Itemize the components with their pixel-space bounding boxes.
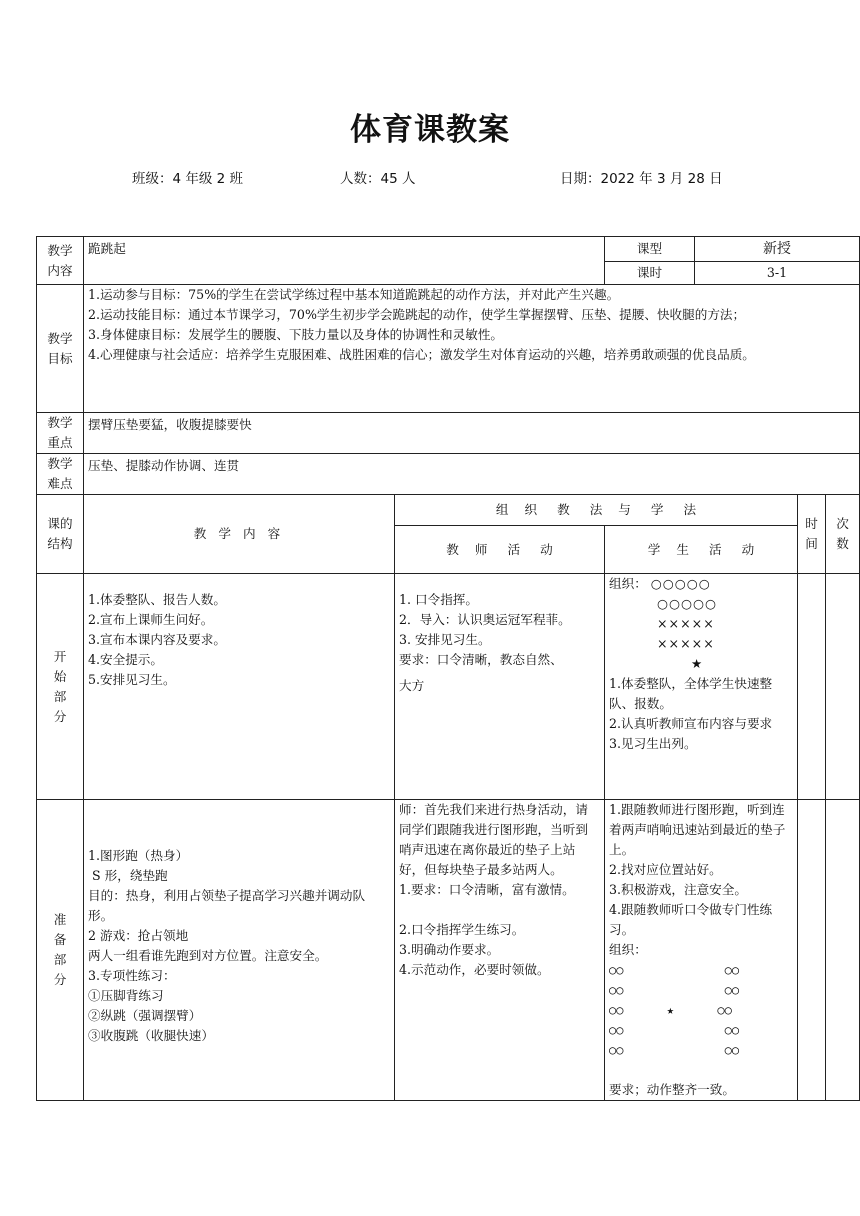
content-item: 5.安排见习生。 [88,672,176,687]
section-start-times [826,574,860,800]
content-item: ①压脚背练习 [88,988,164,1003]
org-row: ××××× [657,636,715,651]
teacher-item: 要求：口令清晰，教态自然、 [399,652,563,667]
teacher-item: 1.要求：口令清晰，富有激情。 [399,882,575,897]
section-prep-name-text: 准 备 部 分 [53,912,67,987]
teacher-item: 3. 安排见习生。 [399,632,491,647]
header-teacher-activity: 教 师 活 动 [395,526,605,574]
label-content-text: 教学 内容 [47,242,73,278]
section-start-teacher [395,574,605,800]
lesson-topic: 跪跳起 [84,237,605,285]
teacher-item: 1. 口令指挥。 [399,592,478,607]
student-item: 1.跟随教师进行图形跑，听到连着两声哨响迅速站到最近的垫子上。 [609,802,786,857]
student-item: 1.体委整队，全体学生快速整队、报数。 [609,676,773,711]
label-goals [37,285,84,413]
label-content [37,237,84,285]
student-item: 3.积极游戏，注意安全。 [609,882,747,897]
label-difficulty [37,454,84,495]
student-count: 人数：45 人 [340,171,416,187]
label-difficulty-text: 教学 难点 [47,456,73,491]
section-start-time [798,574,826,800]
student-requirement: 要求；动作整齐一致。 [609,1082,735,1097]
lesson-date: 日期：2022 年 3 月 28 日 [560,171,723,187]
teacher-item: 2.口令指挥学生练习。 [399,922,525,937]
content-item: 1.体委整队、报告人数。 [88,592,226,607]
section-prep-teacher [395,800,605,1101]
class-info: 班级：4 年级 2 班 [132,171,244,187]
content-item: S 形，绕垫跑 [88,868,168,883]
section-start-name-text: 开 始 部 分 [53,648,67,724]
content-item: 2.宣布上课师生问好。 [88,612,214,627]
header-times [826,495,860,574]
goal-item: 2.运动技能目标：通过本节课学习，70%学生初步学会跪跳起的动作，使学生掌握摆臂、压垫、提腰、快收腿的方法； [88,307,746,322]
org-row: ××××× [657,616,715,631]
section-start-content [84,574,395,800]
label-goals-text: 教学 目标 [47,330,73,366]
header-time-text: 时 间 [805,516,818,551]
section-prep-content [84,800,395,1101]
teacher-item [399,900,600,920]
section-prep-time [798,800,826,1101]
content-item: 2 游戏：抢占领地 [88,928,189,943]
lesson-period-value: 3-1 [695,262,860,285]
lesson-type-label: 课型 [605,237,695,262]
label-structure-text: 课的 结构 [47,516,73,551]
student-item: 4.跟随教师听口令做专门性练习。 [609,902,773,937]
goal-item: 1.运动参与目标：75%的学生在尝试学练过程中基本知道跪跳起的动作方法，并对此产生兴趣。 [88,287,620,302]
header-time [798,495,826,574]
page-title: 体育课教案 [350,112,510,148]
goal-item: 4.心理健康与社会适应：培养学生克服困难、战胜困难的信心；激发学生对体育运动的兴趣，培养勇敢顽强的优良品质。 [88,347,755,362]
content-item: ③收腹跳（收腿快速） [88,1028,214,1043]
student-item: 3.见习生出列。 [609,736,697,751]
content-item: 4.安全提示。 [88,652,163,667]
difficulty: 压垫、提膝动作协调、连贯 [84,454,860,495]
student-item: 2.找对应位置站好。 [609,862,722,877]
section-prep-student [605,800,798,1101]
label-structure [37,495,84,574]
lesson-period-label: 课时 [605,262,695,285]
org-row: ○○○○○ [657,596,717,611]
section-prep-name [37,800,84,1101]
org-grid-row: ○○ ○○ [609,963,740,977]
header-organize: 组 织 教 法 与 学 法 [395,495,798,526]
header-teach-content: 教 学 内 容 [84,495,395,574]
section-start-name [37,574,84,800]
content-item: 1.图形跑（热身） [88,848,189,863]
teacher-item: 2．导入：认识奥运冠军程菲。 [399,612,571,627]
section-prep-times [826,800,860,1101]
content-item: 目的：热身，利用占领垫子提高学习兴趣并调动队形。 [88,888,366,923]
org-row: ○○○○○ [650,576,711,591]
content-item: ②纵跳（强调摆臂） [88,1008,202,1023]
label-key [37,413,84,454]
lesson-plan-table [36,236,860,1101]
content-item: 两人一组看谁先跑到对方位置。注意安全。 [88,948,328,963]
org-grid-row: ○○ ○○ [609,983,740,997]
header-times-text: 次 数 [836,516,849,551]
content-item: 3.专项性练习： [88,968,176,983]
label-key-text: 教学 重点 [47,415,73,450]
org-title: 组织： [609,576,647,591]
teacher-item: 3.明确动作要求。 [399,942,500,957]
teacher-star-icon: ★ [691,656,703,671]
org-grid-row: ○○ ★ ○○ [609,1003,732,1017]
teacher-item: 大方 [399,678,425,693]
lesson-type-value: 新授 [695,237,860,262]
section-start-student [605,574,798,800]
goal-item: 3.身体健康目标：发展学生的腰腹、下肢力量以及身体的协调性和灵敏性。 [88,327,504,342]
teacher-item: 4.示范动作，必要时领做。 [399,962,550,977]
org-grid-row: ○○ ○○ [609,1043,740,1057]
key-point: 摆臂压垫要猛，收腹提膝要快 [84,413,860,454]
teacher-item: 师：首先我们来进行热身活动，请同学们跟随我进行图形跑，当听到哨声迅速在离你最近的垫子上站好，但每块垫子最多站两人。 [399,802,588,877]
student-item: 组织： [609,942,647,957]
org-grid-row: ○○ ○○ [609,1023,740,1037]
content-item: 3.宣布本课内容及要求。 [88,632,226,647]
header-student-activity: 学 生 活 动 [605,526,798,574]
goals-list [84,285,860,413]
student-item: 2.认真听教师宣布内容与要求 [609,716,773,731]
